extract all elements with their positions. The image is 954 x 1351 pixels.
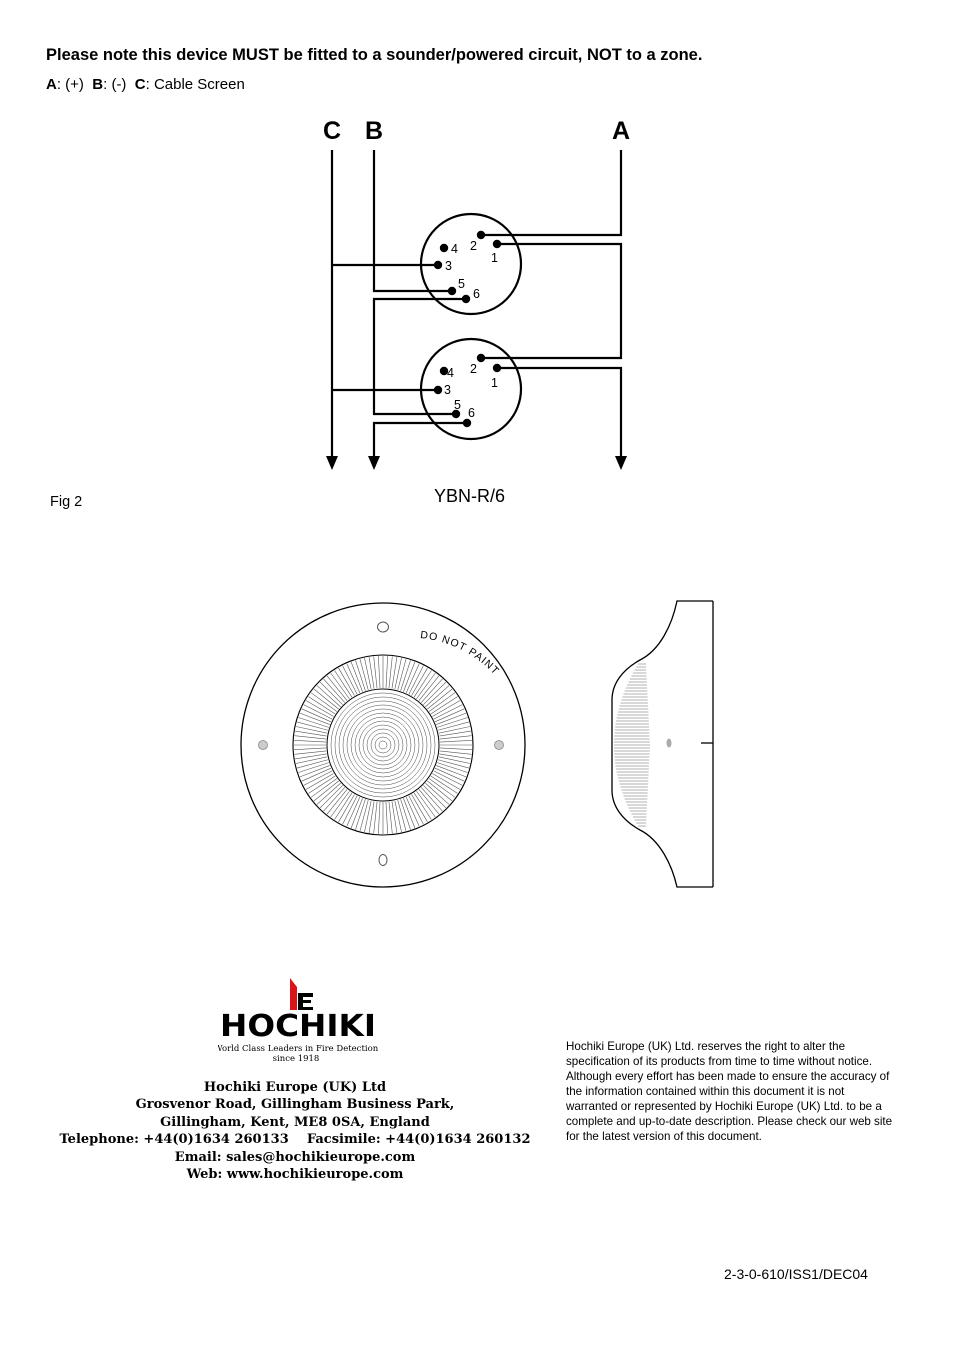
legend-a-text: : (+) <box>56 76 93 93</box>
sounder-grille-ribs <box>294 656 472 834</box>
logo-since: since 1918 <box>272 1054 320 1064</box>
installation-notice: Please note this device MUST be fitted to a sounder/powered circuit, NOT to a zone. <box>46 46 703 64</box>
pin-6-label: 6 <box>473 287 480 301</box>
side-led <box>667 739 672 748</box>
fixing-hole-bottom <box>379 855 387 866</box>
legend-a-key: A <box>46 76 57 93</box>
email-address: Email: sales@hochikieurope.com <box>174 1149 416 1165</box>
pin-5-label: 5 <box>458 277 465 291</box>
hochiki-logo <box>218 976 378 1071</box>
web-address: Web: www.hochikieurope.com <box>186 1167 404 1183</box>
pin-4-label: 4 <box>447 366 454 380</box>
sounder-inner-ring <box>327 689 439 801</box>
pin-6-label: 6 <box>468 406 475 420</box>
base-outer-rim <box>241 603 525 887</box>
pin-3-label: 3 <box>445 259 452 273</box>
logo-wordmark: HOCHIKI <box>220 1009 376 1044</box>
address-line-2: Gillingham, Kent, ME8 0SA, England <box>160 1114 430 1130</box>
legend-b-text: : (-) <box>103 76 135 93</box>
phone-fax: Telephone: +44(0)1634 260133 Facsimile: +44(0)1634 260132 <box>59 1132 531 1148</box>
document-reference: 2-3-0-610/ISS1/DEC04 <box>724 1266 868 1282</box>
do-not-paint-marking: DO NOT PAINT <box>419 628 502 678</box>
pin-3-label: 3 <box>444 383 451 397</box>
device-side-view <box>612 601 713 887</box>
pin-1-label: 1 <box>491 376 498 390</box>
fixing-screw-left <box>259 741 268 750</box>
terminal-a-label: A <box>612 117 631 145</box>
logo-graphic <box>218 976 378 1066</box>
logo-tagline: World Class Leaders in Fire Detection <box>218 1044 378 1054</box>
company-address <box>40 1079 550 1183</box>
fixing-hole-top <box>378 622 389 632</box>
pin-4-label: 4 <box>451 242 458 256</box>
fixing-screw-right <box>495 741 504 750</box>
company-name: Hochiki Europe (UK) Ltd <box>203 1080 387 1095</box>
model-label: YBN-R/6 <box>434 486 506 506</box>
side-grille-texture <box>614 664 650 826</box>
terminal-c-label: C <box>323 117 342 145</box>
sounder-centre-rings <box>331 693 435 797</box>
pin-2-label: 2 <box>470 362 477 376</box>
disclaimer-text: Hochiki Europe (UK) Ltd. reserves the right to alter the specification of its products from time to time without notice. Although every effort has been made to ensure the accuracy of the information contained within this document it is not warranted or represented by Hochiki Europe (UK) Ltd. to be a complete and up-to-date description. Please check our web site for the latest version of this document. <box>566 1040 893 1143</box>
pin-5-label: 5 <box>454 398 461 412</box>
legend-b-key: B <box>92 76 104 93</box>
legend-c-text: : Cable Screen <box>145 76 245 93</box>
terminal-b-label: B <box>365 117 384 145</box>
address-line-1: Grosvenor Road, Gillingham Business Park, <box>135 1097 455 1113</box>
figure-label: Fig 2 <box>50 494 83 510</box>
logo-flame-mark <box>290 978 297 1010</box>
pin-2-label: 2 <box>470 239 477 253</box>
pin-1-label: 1 <box>491 251 498 265</box>
legend-c-key: C <box>134 76 146 93</box>
